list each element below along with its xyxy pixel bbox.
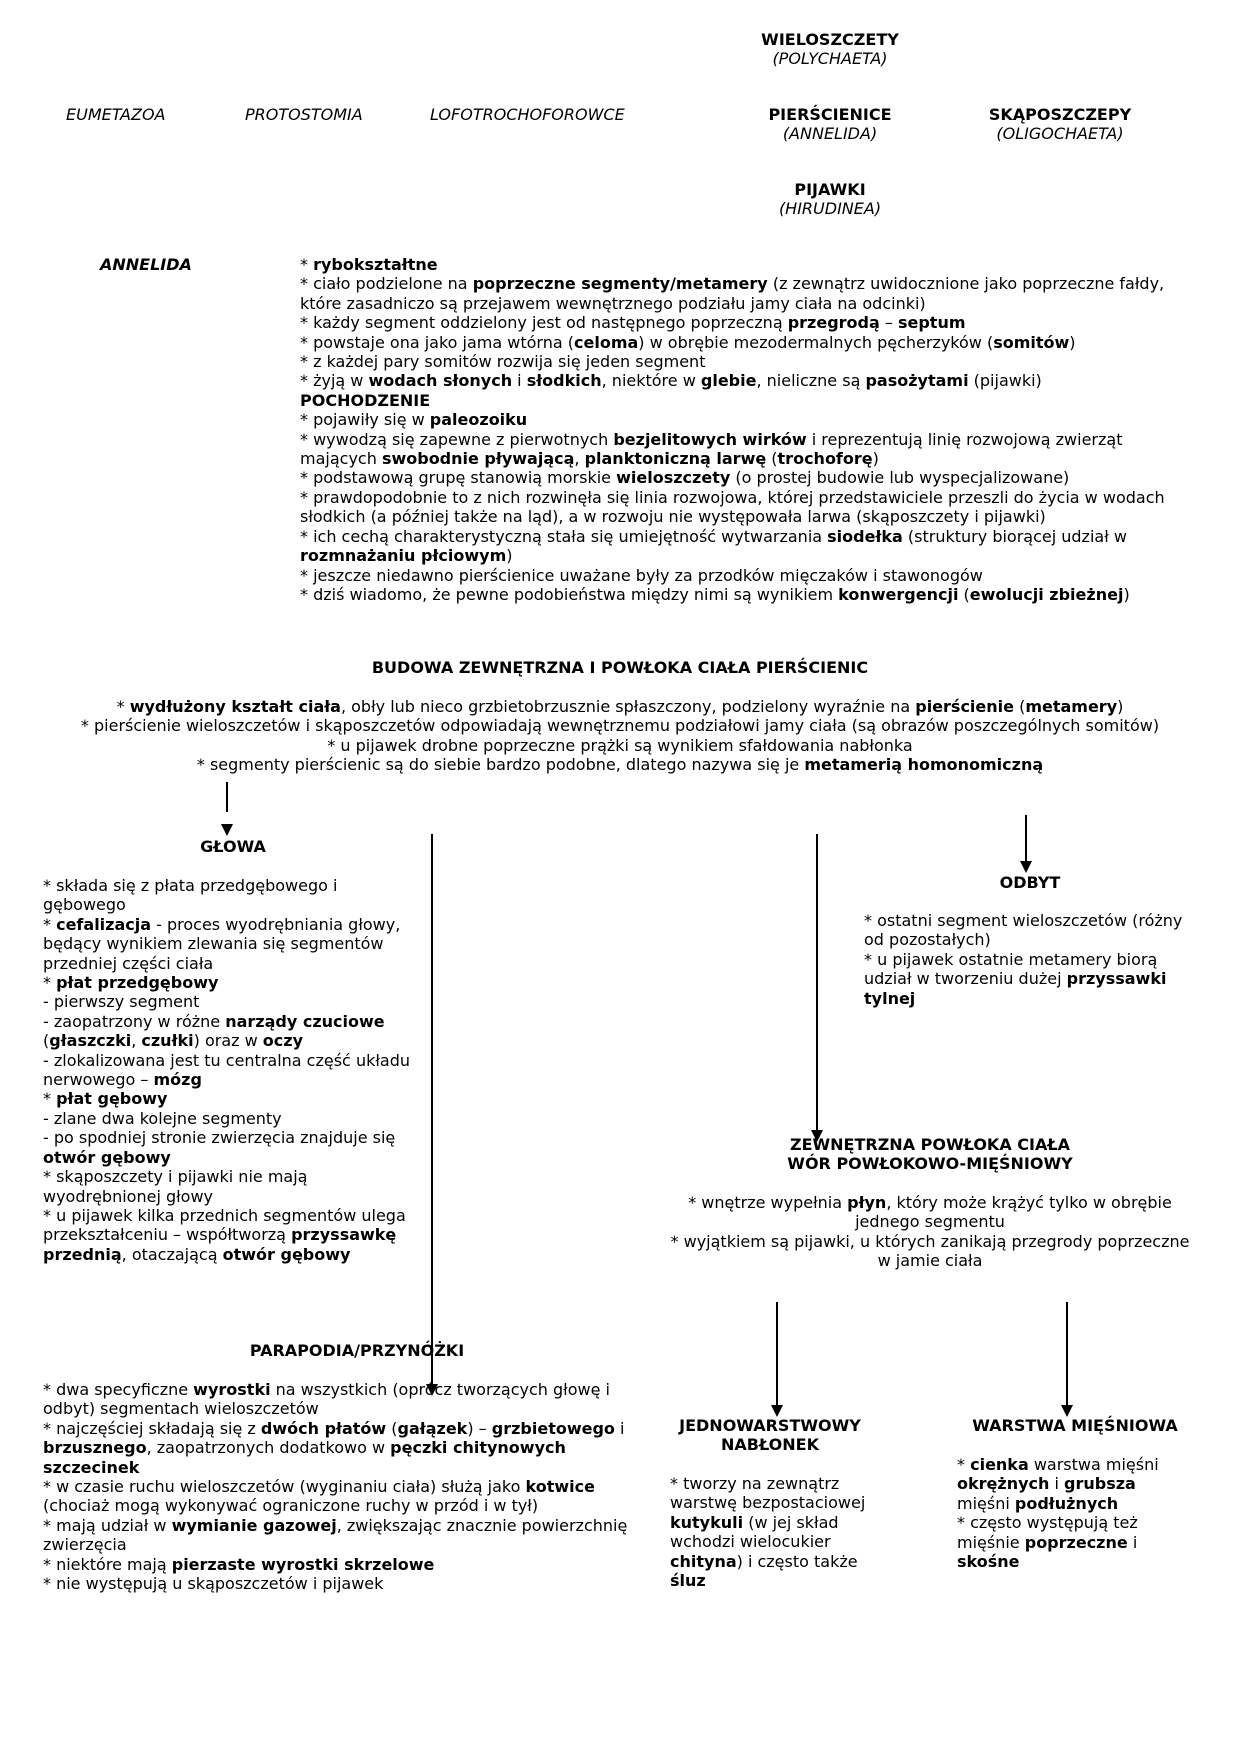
arrowhead-glowa	[221, 824, 233, 836]
text-run: wyodrębnionej głowy	[43, 1186, 214, 1206]
bold-term: kotwice	[525, 1477, 595, 1497]
parapodia-title: PARAPODIA/PRZYNÓŻKI	[249, 1341, 465, 1360]
text-run: (w jej skład	[743, 1512, 839, 1532]
text-run: * dwa specyficzne	[43, 1380, 194, 1399]
arrowhead-odbyt	[1020, 861, 1032, 873]
text-line	[43, 1574, 663, 1593]
text-run: * tworzy na zewnątrz	[670, 1474, 840, 1493]
bold-term: paleozoiku	[429, 410, 528, 430]
text-run: (o prostej budowie lub wyspecjalizowane)	[730, 468, 1070, 488]
bold-term: płat gębowy	[56, 1089, 168, 1109]
text-run: i	[512, 371, 527, 391]
text-run: * składa się z płata przedgębowego i	[43, 876, 338, 895]
text-run: –	[879, 313, 898, 333]
text-run: (	[1013, 697, 1026, 716]
text-run: ) w obrębie mezodermalnych pęcherzyków (	[638, 332, 994, 352]
bold-term: tylnej	[864, 988, 916, 1008]
text-run: - po spodniej stronie zwierzęcia znajduje się	[43, 1128, 396, 1148]
text-line	[670, 1571, 930, 1590]
bold-term: septum	[897, 313, 966, 333]
text-run: * wyjątkiem są pijawki, u których zanikają przegrody poprzeczne	[670, 1231, 1190, 1251]
text-run: (pijawki)	[968, 371, 1042, 391]
text-line	[43, 1516, 663, 1535]
bold-term: przyssawki	[1066, 969, 1167, 989]
text-run: , niektóre w	[601, 371, 701, 391]
powloka-title-2: WÓR POWŁOKOWO-MIĘŚNIOWY	[787, 1154, 1073, 1173]
text-run: * pierścienie wieloszczetów i skąposzczetów odpowiadają wewnętrznemu podziałowi jamy ciała (są obrazów poszczególnych somitów)	[80, 716, 1160, 736]
text-line	[864, 989, 1204, 1008]
text-run: * nie występują u skąposzczetów i pijawek	[43, 1574, 384, 1594]
text-run: *	[43, 1089, 57, 1109]
text-run: * dziś wiadomo, że pewne podobieństwa między nimi są wynikiem	[300, 584, 839, 604]
bold-term: POCHODZENIE	[300, 390, 431, 410]
annelida-name: PIERŚCIENICE	[768, 105, 892, 124]
text-line	[300, 566, 1210, 585]
text-run: *	[43, 973, 57, 993]
text-line	[300, 255, 1210, 274]
text-line	[43, 1399, 663, 1418]
oligochaeta-name: SKĄPOSZCZEPY	[988, 105, 1132, 124]
text-run: (struktury biorącej udział w	[902, 526, 1127, 546]
bold-term: pierzaste wyrostki skrzelowe	[171, 1554, 435, 1574]
text-run: * ciało podzielone na	[300, 274, 473, 294]
bold-term: słodkich	[526, 371, 602, 391]
text-run: * segmenty pierścienic są do siebie bardzo podobne, dlatego nazywa się je	[196, 755, 805, 775]
text-run: nerwowego –	[43, 1070, 154, 1090]
text-run: przekształceniu – współtworzą	[43, 1225, 292, 1245]
text-line	[957, 1455, 1207, 1474]
text-line	[300, 371, 1210, 390]
text-line	[43, 1051, 433, 1070]
text-run: )	[1117, 697, 1124, 716]
text-run: i	[614, 1418, 625, 1438]
text-line	[670, 1513, 930, 1532]
text-line	[300, 333, 1210, 352]
text-line	[43, 1128, 433, 1147]
text-line	[43, 1380, 663, 1399]
bold-term: ewolucji zbieżnej	[969, 584, 1124, 604]
text-line	[43, 915, 433, 934]
powloka-title-1: ZEWNĘTRZNA POWŁOKA CIAŁA	[789, 1135, 1071, 1154]
text-run: * z każdej pary somitów rozwija się jeden segment	[300, 352, 706, 372]
text-line	[43, 1070, 433, 1089]
text-line	[650, 1251, 1210, 1270]
text-run: (chociaż mogą wykonywać ograniczone ruchy w przód i w tył)	[43, 1496, 539, 1516]
bold-term: wydłużony kształt ciała	[129, 697, 341, 716]
text-line	[300, 546, 1210, 565]
text-run: warstwę bezpostaciowej	[670, 1493, 866, 1513]
text-run: mięśnie	[957, 1532, 1025, 1552]
bold-term: przyssawkę	[291, 1225, 397, 1245]
taxonomy-header	[0, 0, 1240, 220]
text-line	[43, 1458, 663, 1477]
text-run: warstwa mięśni	[1028, 1455, 1159, 1474]
text-run: * w czasie ruchu wieloszczetów (wyginaniu ciała) służą jako	[43, 1477, 526, 1497]
text-line	[300, 585, 1210, 604]
bold-term: płyn	[847, 1193, 887, 1212]
bold-term: swobodnie pływającą	[381, 449, 575, 469]
bold-term: pasożytami	[865, 371, 969, 391]
text-line	[957, 1513, 1207, 1532]
text-run: słodkich (a później także na ląd), a w rozwoju nie występowała larwa (skąposzczety i pijawki)	[300, 507, 1046, 527]
bold-term: podłużnych	[1014, 1493, 1119, 1513]
text-run: przedniej części ciała	[43, 953, 214, 973]
text-run: (	[766, 449, 778, 469]
text-run: (	[386, 1418, 398, 1438]
arrow-to-glowa	[226, 782, 228, 812]
text-line	[650, 1232, 1210, 1251]
bold-term: przegrodą	[787, 313, 880, 333]
bold-term: dwóch płatów	[260, 1418, 387, 1438]
text-run: )	[872, 449, 879, 469]
text-line	[43, 934, 433, 953]
hirudinea-latin: (HIRUDINEA)	[778, 199, 882, 218]
text-run: , obły lub nieco grzbietobrzusznie spłaszczony, podzielony wyraźnie na	[340, 697, 916, 716]
text-line	[864, 930, 1204, 949]
bold-term: trochoforę	[777, 449, 873, 469]
text-line	[864, 950, 1204, 969]
text-run: * powstaje ona jako jama wtórna (	[300, 332, 574, 352]
bold-term: głaszczki	[49, 1031, 132, 1051]
nablonek-title-2: NABŁONEK	[721, 1435, 819, 1454]
text-line	[957, 1552, 1207, 1571]
text-line	[670, 1493, 930, 1512]
text-line	[0, 716, 1240, 735]
text-line	[43, 1012, 433, 1031]
bold-term: oczy	[262, 1031, 303, 1051]
polychaeta-name: WIELOSZCZETY	[761, 30, 899, 49]
text-line	[957, 1494, 1207, 1513]
bold-term: wodach słonych	[368, 371, 513, 391]
bold-term: narządy czuciowe	[225, 1011, 385, 1031]
text-run: *	[300, 255, 314, 274]
text-run: * u pijawek drobne poprzeczne prążki są wynikiem sfałdowania nabłonka	[327, 735, 913, 755]
text-run: * pojawiły się w	[300, 410, 430, 430]
text-run: * jeszcze niedawno pierścienice uważane były za przodków mięczaków i stawonogów	[300, 565, 983, 585]
text-line	[670, 1552, 930, 1571]
bold-term: bezjelitowych wirków	[613, 429, 807, 449]
bold-term: wymianie gazowej	[171, 1515, 337, 1535]
text-line	[300, 468, 1210, 487]
text-run: *	[116, 697, 130, 716]
text-run: gębowego	[43, 895, 126, 915]
bold-term: pęczki chitynowych	[390, 1438, 566, 1458]
text-run: * ostatni segment wieloszczetów (różny	[864, 911, 1183, 930]
text-line	[43, 973, 433, 992]
text-run: w jamie ciała	[877, 1251, 983, 1271]
glowa-description	[43, 876, 433, 1264]
bold-term: śluz	[670, 1571, 706, 1591]
text-line	[0, 697, 1240, 716]
text-run: )	[1123, 584, 1130, 604]
powloka-description	[650, 1193, 1210, 1271]
text-run: na wszystkich (oprócz tworzących głowę i	[270, 1380, 610, 1399]
text-line	[43, 1206, 433, 1225]
text-run: * podstawową grupę stanowią morskie	[300, 468, 617, 488]
bold-term: pierścienie	[915, 697, 1014, 716]
text-run: , otaczającą	[121, 1244, 223, 1264]
bold-term: otwór gębowy	[43, 1147, 171, 1167]
arrow-to-nablonek	[776, 1302, 778, 1405]
bold-term: celoma	[574, 332, 639, 352]
text-run: - pierwszy segment	[43, 992, 200, 1012]
text-run: , zwiększając znacznie powierzchnię	[336, 1515, 628, 1535]
text-run: ) –	[467, 1418, 492, 1438]
text-line	[43, 1419, 663, 1438]
bold-term: mózg	[153, 1070, 202, 1090]
text-run: - zlokalizowana jest tu centralna część układu	[43, 1050, 410, 1070]
bold-term: konwergencji	[838, 584, 959, 604]
text-run: , który może krążyć tylko w obrębie	[886, 1193, 1172, 1212]
text-run: (z zewnątrz uwidocznione jako poprzeczne fałdy,	[767, 274, 1165, 294]
hirudinea-name: PIJAWKI	[794, 180, 866, 199]
text-run: , nieliczne są	[756, 371, 866, 391]
text-run: , zaopatrzonych dodatkowo w	[146, 1438, 391, 1458]
text-run: * najczęściej składają się z	[43, 1418, 261, 1438]
text-run: * prawdopodobnie to z nich rozwinęła się linia rozwojowa, której przedstawiciele przeszli do życia w wodach	[300, 487, 1165, 507]
text-line	[300, 449, 1210, 468]
text-run: wchodzi wielocukier	[670, 1532, 831, 1552]
text-line	[43, 1109, 433, 1128]
bold-term: kutykuli	[670, 1512, 744, 1532]
text-line	[864, 969, 1204, 988]
text-run: ) oraz w	[193, 1031, 263, 1051]
parapodia-description	[43, 1380, 663, 1593]
text-run: * żyją w	[300, 371, 369, 391]
text-line	[43, 1089, 433, 1108]
text-line	[670, 1474, 930, 1493]
bold-term: grubsza	[1064, 1474, 1136, 1494]
bold-term: rybokształtne	[313, 255, 438, 274]
text-run: i	[1049, 1474, 1065, 1494]
text-line	[300, 313, 1210, 332]
glowa-title: GŁOWA	[200, 837, 266, 856]
oligochaeta-latin: (OLIGOCHAETA)	[996, 124, 1124, 143]
bold-term: rozmnażaniu płciowym	[300, 546, 507, 566]
bold-term: metamery	[1025, 697, 1118, 716]
text-line	[43, 1555, 663, 1574]
text-run: - zaopatrzony w różne	[43, 1011, 226, 1031]
text-run: (	[43, 1031, 50, 1051]
text-run: które zasadniczo są przejawem wewnętrznego podziału jamy ciała na odcinki)	[300, 293, 926, 313]
text-run: )	[506, 546, 513, 566]
text-line	[43, 1438, 663, 1457]
text-line	[650, 1193, 1210, 1212]
lofotrochoforowce-label: LOFOTROCHOFOROWCE	[430, 105, 625, 124]
text-run: * często występują też	[957, 1513, 1138, 1533]
text-line	[300, 507, 1210, 526]
bold-term: wyrostki	[193, 1380, 271, 1399]
annelida-description	[300, 255, 1210, 604]
text-line	[957, 1474, 1207, 1493]
bold-term: brzusznego	[43, 1438, 147, 1458]
text-line	[864, 911, 1204, 930]
arrow-to-powloka	[816, 834, 818, 1132]
polychaeta-latin: (POLYCHAETA)	[772, 49, 888, 68]
bold-term: poprzeczne	[1024, 1532, 1128, 1552]
text-run: - zlane dwa kolejne segmenty	[43, 1108, 282, 1128]
text-run: * skąposzczety i pijawki nie mają	[43, 1167, 308, 1187]
text-line	[43, 954, 433, 973]
text-run: i reprezentują linię rozwojową zwierząt	[806, 429, 1123, 449]
bold-term: planktoniczną larwę	[584, 449, 767, 469]
text-line	[650, 1212, 1210, 1231]
annelida-section-label: ANNELIDA	[100, 255, 192, 274]
text-run: * u pijawek kilka przednich segmentów ulega	[43, 1205, 406, 1225]
text-line	[43, 1187, 433, 1206]
text-line	[957, 1533, 1207, 1552]
text-run: od pozostałych)	[864, 930, 991, 950]
bold-term: płat przedgębowy	[56, 973, 219, 993]
text-line	[43, 1535, 663, 1554]
nablonek-description	[670, 1474, 930, 1590]
text-run: jednego segmentu	[855, 1212, 1005, 1232]
text-line	[0, 736, 1240, 755]
text-run: ) i często także	[736, 1551, 858, 1571]
budowa-title: BUDOWA ZEWNĘTRZNA I POWŁOKA CIAŁA PIERŚCIENIC	[371, 658, 869, 677]
text-line	[300, 274, 1210, 293]
text-run: * mają udział w	[43, 1515, 172, 1535]
text-run: udział w tworzeniu dużej	[864, 969, 1067, 989]
bold-term: metamerią homonomiczną	[804, 755, 1044, 775]
annelida-latin: (ANNELIDA)	[782, 124, 878, 143]
arrow-to-miesniowa	[1066, 1302, 1068, 1405]
nablonek-title-1: JEDNOWARSTWOWY	[679, 1416, 861, 1435]
text-run: * u pijawek ostatnie metamery biorą	[864, 949, 1158, 969]
text-run: - proces wyodrębniania głowy,	[151, 914, 401, 934]
bold-term: cienka	[970, 1455, 1029, 1474]
bold-term: gałązek	[397, 1418, 468, 1438]
text-run: )	[1069, 332, 1076, 352]
text-run: *	[43, 914, 57, 934]
text-line	[43, 1167, 433, 1186]
text-line	[43, 992, 433, 1011]
bold-term: poprzeczne segmenty/metamery	[472, 274, 768, 294]
bold-term: czułki	[141, 1031, 194, 1051]
text-run: zwierzęcia	[43, 1535, 127, 1555]
text-line	[300, 352, 1210, 371]
text-run: (	[958, 584, 970, 604]
text-line	[43, 1496, 663, 1515]
text-line	[43, 876, 433, 895]
text-run: ,	[131, 1031, 142, 1051]
eumetazoa-label: EUMETAZOA	[66, 105, 166, 124]
text-run: będący wynikiem zlewania się segmentów	[43, 934, 384, 954]
text-run: *	[957, 1455, 971, 1474]
bold-term: wieloszczety	[616, 468, 731, 488]
text-line	[43, 1477, 663, 1496]
text-line	[43, 1031, 433, 1050]
text-line	[300, 391, 1210, 410]
arrow-to-odbyt	[1025, 815, 1027, 861]
bold-term: glebie	[700, 371, 757, 391]
text-run: i	[1127, 1532, 1138, 1552]
text-run: ,	[574, 449, 585, 469]
text-line	[43, 895, 433, 914]
text-line	[43, 1148, 433, 1167]
odbyt-title: ODBYT	[999, 873, 1061, 892]
text-line	[300, 430, 1210, 449]
text-line	[300, 527, 1210, 546]
bold-term: okrężnych	[957, 1474, 1050, 1494]
bold-term: cefalizacja	[56, 914, 152, 934]
bold-term: chityna	[670, 1551, 737, 1571]
text-run: * niektóre mają	[43, 1554, 172, 1574]
miesniowa-description	[957, 1455, 1207, 1571]
bold-term: przednią	[43, 1244, 122, 1264]
text-run: * każdy segment oddzielony jest od następnego poprzeczną	[300, 313, 788, 333]
text-line	[300, 488, 1210, 507]
bold-term: szczecinek	[43, 1457, 140, 1477]
bold-term: otwór gębowy	[222, 1244, 351, 1264]
text-line	[670, 1532, 930, 1551]
text-line	[300, 410, 1210, 429]
miesniowa-title: WARSTWA MIĘŚNIOWA	[972, 1416, 1178, 1435]
text-run: * ich cechą charakterystyczną stała się umiejętność wytwarzania	[300, 526, 828, 546]
text-run: * wnętrze wypełnia	[688, 1193, 848, 1212]
text-run: mięśni	[957, 1493, 1015, 1513]
bold-term: grzbietowego	[491, 1418, 615, 1438]
text-line	[0, 755, 1240, 774]
protostomia-label: PROTOSTOMIA	[245, 105, 363, 124]
text-run: odbyt) segmentach wieloszczetów	[43, 1399, 319, 1419]
text-run: mających	[300, 449, 382, 469]
bold-term: siodełka	[827, 526, 903, 546]
text-line	[43, 1245, 433, 1264]
text-line	[43, 1225, 433, 1244]
budowa-description	[0, 697, 1240, 775]
odbyt-description	[864, 911, 1204, 1008]
bold-term: somitów	[993, 332, 1070, 352]
text-run: * wywodzą się zapewne z pierwotnych	[300, 429, 614, 449]
bold-term: skośne	[957, 1552, 1020, 1572]
text-line	[300, 294, 1210, 313]
